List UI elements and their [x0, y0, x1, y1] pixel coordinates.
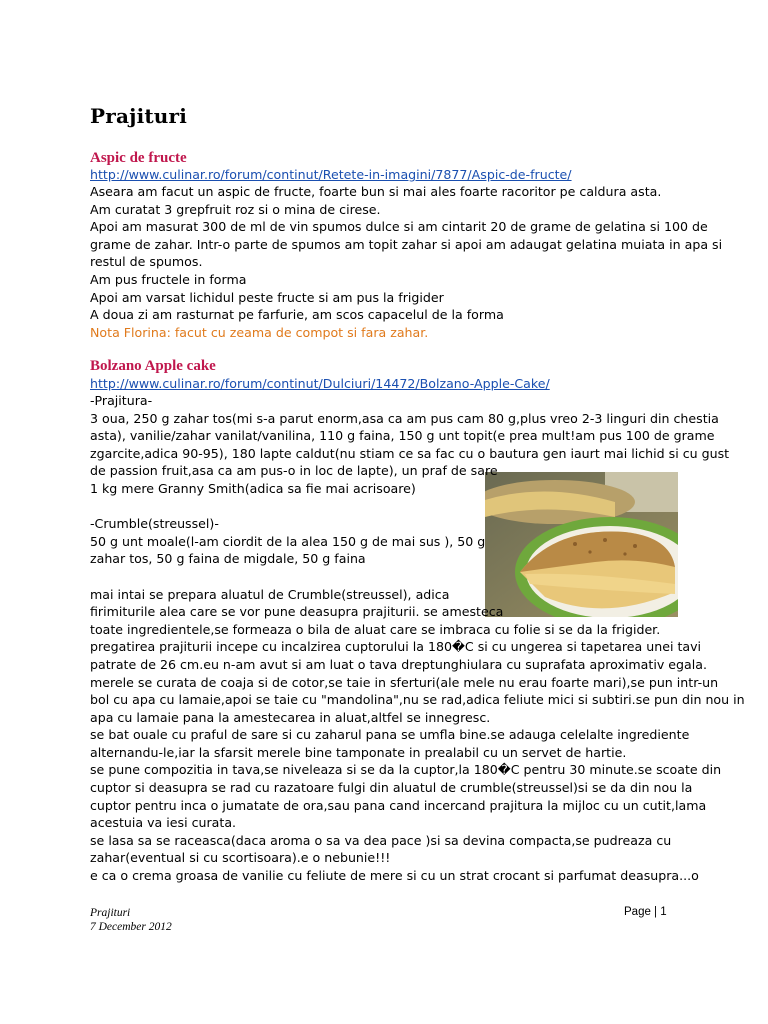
text-line: patrate de 26 cm.eu n-am avut si am luat o tava dreptunghiulara cu suprafata aproximativ egala. — [90, 656, 707, 672]
text-line — [90, 568, 690, 586]
text-line: zahar(eventual si cu scortisoara).e o nebunie!!! — [90, 850, 391, 866]
footer-date: 7 December 2012 — [90, 921, 172, 933]
text-line: mai intai se prepara aluatul de Crumble(streussel), adica — [90, 586, 450, 602]
text-line: firimiturile alea care se vor pune deasupra prajiturii. se amesteca — [90, 604, 504, 620]
text-line: apa cu lamaie pana la amestecarea in aluat,altfel se innegresc. — [90, 709, 491, 725]
text-line: 1 kg mere Granny Smith(adica sa fie mai acrisoare) — [90, 480, 416, 496]
text-line: se lasa sa se raceasca(daca aroma o sa va dea pace )si sa devina compacta,se pudreaza cu — [90, 832, 672, 848]
text-line: restul de spumos. — [90, 254, 203, 270]
text-line: toate ingredientele,se formeaza o bila de aluat care se imbraca cu folie si se da la frigider. — [90, 621, 661, 637]
text-line: grame de zahar. Intr-o parte de spumos am topit zahar si apoi am adaugat gelatina muiata in apa si — [90, 236, 723, 252]
section-body-bolzano — [90, 392, 745, 885]
text-line: zahar tos, 50 g faina de migdale, 50 g faina — [90, 551, 366, 567]
text-line: 3 oua, 250 g zahar tos(mi s-a parut enorm,asa ca am pus cam 80 g,plus vreo 2-3 linguri din chestia — [90, 410, 719, 426]
text-line: pregatirea prajiturii incepe cu incalzirea cuptorului la 180�C si cu ungerea si tapetarea unei tavi — [90, 639, 702, 655]
text-line: alternandu-le,iar la sfarsit merele bine tamponate in prealabil cu un servet de hartie. — [90, 744, 627, 760]
text-line: de passion fruit,asa ca am pus-o in loc de lapte), un praf de sare — [90, 463, 498, 479]
text-line: cuptor pentru inca o jumatate de ora,sau pana cand incercand prajitura la mijloc cu un cutit,lama — [90, 797, 707, 813]
section-heading-aspic: Aspic de fructe — [90, 150, 187, 166]
footer-left — [90, 906, 172, 934]
text-line: e ca o crema groasa de vanilie cu feliute de mere si cu un strat crocant si parfumat deasupra...o — [90, 868, 699, 884]
section-heading-bolzano: Bolzano Apple cake — [90, 358, 216, 374]
text-line: -Crumble(streussel)- — [90, 516, 219, 532]
text-line — [90, 498, 690, 516]
text-line: Aseara am facut un aspic de fructe, foarte bun si mai ales foarte racoritor pe caldura asta. — [90, 184, 662, 199]
text-line: A doua zi am rasturnat pe farfurie, am scos capacelul de la forma — [90, 307, 504, 323]
section-body-aspic — [90, 183, 723, 341]
text-line: asta), vanilie/zahar vanilat/vanilina, 110 g faina, 150 g unt topit(e prea mult!am pus 100 de grame — [90, 428, 715, 444]
text-line: 50 g unt moale(l-am ciordit de la alea 150 g de mai sus ), 50 g — [90, 533, 486, 549]
text-line: Apoi am masurat 300 de ml de vin spumos dulce si am cintarit 20 de grame de gelatina si 100 de — [90, 219, 708, 235]
text-line: cuptor si deasupra se rad cu razatoare fulgi din aluatul de crumble(streussel)si se da din nou la — [90, 780, 693, 796]
text-line: merele se curata de coaja si de cotor,se taie in sferturi(ale mele nu erau foarte mari),se pun intr-un — [90, 674, 719, 690]
text-line: Am curatat 3 grepfruit roz si o mina de cirese. — [90, 201, 381, 217]
text-line: zgarcite,adica 90-95), 180 lapte caldut(nu stiam ce sa fac cu o bautura gen iaurt mai lichid si cu gust — [90, 445, 730, 461]
text-line: se bat ouale cu praful de sare si cu zaharul pana se umfla bine.se adauga celelalte ingrediente — [90, 727, 690, 743]
text-line: bol cu apa cu lamaie,apoi se taie cu "mandolina",nu se rad,adica feliute mici si subtiri.se pun din nou in — [90, 692, 745, 708]
text-line: Apoi am varsat lichidul peste fructe si am pus la frigider — [90, 289, 444, 305]
page-label: Page | 1 — [624, 906, 667, 918]
recipe-link-aspic[interactable]: http://www.culinar.ro/forum/continut/Retete-in-imagini/7877/Aspic-de-fructe/ — [90, 167, 572, 182]
page-title: Prajituri — [90, 104, 188, 128]
footer-title: Prajituri — [90, 907, 131, 919]
text-line: Am pus fructele in forma — [90, 271, 247, 287]
text-line: acestuia va iesi curata. — [90, 815, 237, 831]
text-line: se pune compozitia in tava,se niveleaza si se da la cuptor,la 180�C pentru 30 minute.se scoate din — [90, 762, 722, 778]
note-text: Nota Florina: facut cu zeama de compot si fara zahar. — [90, 324, 429, 340]
recipe-link-bolzano[interactable]: http://www.culinar.ro/forum/continut/Dulciuri/14472/Bolzano-Apple-Cake/ — [90, 376, 550, 391]
text-line: -Prajitura- — [90, 393, 153, 408]
footer-page-number — [624, 906, 667, 918]
